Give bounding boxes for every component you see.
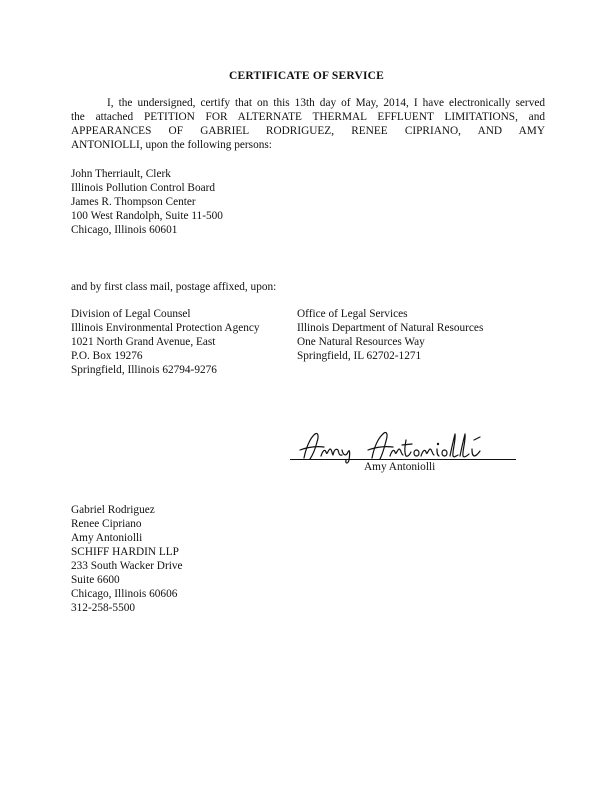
service-phone: 312-258-5500 — [71, 602, 136, 614]
recipient-right-line-3: One Natural Resources Way — [297, 336, 425, 348]
service-list-block — [71, 503, 183, 615]
recipient-right-line-4: Springfield, IL 62702-1271 — [297, 350, 422, 362]
service-name-1: Gabriel Rodriguez — [71, 504, 155, 516]
recipient-left-address — [71, 307, 260, 377]
service-name-2: Renee Cipriano — [71, 518, 142, 530]
recipient-right-line-1: Office of Legal Services — [297, 308, 408, 320]
clerk-city: Chicago, Illinois 60601 — [71, 224, 178, 236]
service-street: 233 South Wacker Drive — [71, 560, 183, 572]
recipient-right-line-2: Illinois Department of Natural Resources — [297, 322, 484, 334]
certification-line-3: APPEARANCES OF GABRIEL RODRIGUEZ, RENEE CIPRIANO, AND AMY — [71, 125, 545, 137]
clerk-organization: Illinois Pollution Control Board — [71, 182, 216, 194]
recipient-left-line-1: Division of Legal Counsel — [71, 308, 191, 320]
clerk-street: 100 West Randolph, Suite 11-500 — [71, 210, 223, 222]
certification-paragraph — [71, 96, 545, 152]
first-class-mail-text: and by first class mail, postage affixed, upon: — [71, 281, 277, 293]
recipient-left-line-5: Springfield, Illinois 62794-9276 — [71, 364, 217, 376]
service-name-3: Amy Antoniolli — [71, 532, 143, 544]
recipient-left-line-4: P.O. Box 19276 — [71, 350, 143, 362]
certification-line-2: the attached PETITION FOR ALTERNATE THERMAL EFFLUENT LIMITATIONS, and — [71, 111, 545, 123]
signature-block — [290, 428, 516, 480]
recipient-left-line-2: Illinois Environmental Protection Agency — [71, 322, 260, 334]
clerk-address-block — [71, 167, 223, 237]
recipient-left-line-3: 1021 North Grand Avenue, East — [71, 336, 216, 348]
clerk-building: James R. Thompson Center — [71, 196, 196, 208]
clerk-name: John Therriault, Clerk — [71, 168, 171, 180]
signer-name: Amy Antoniolli — [364, 461, 436, 473]
service-suite: Suite 6600 — [71, 574, 120, 586]
certification-line-4: ANTONIOLLI, upon the following persons: — [71, 139, 272, 151]
certification-line-1: I, the undersigned, certify that on this 13th day of May, 2014, I have electronically served — [107, 97, 545, 109]
page-title: CERTIFICATE OF SERVICE — [228, 70, 385, 82]
service-city: Chicago, Illinois 60606 — [71, 588, 178, 600]
recipient-right-address — [297, 307, 483, 363]
service-firm: SCHIFF HARDIN LLP — [71, 546, 179, 558]
